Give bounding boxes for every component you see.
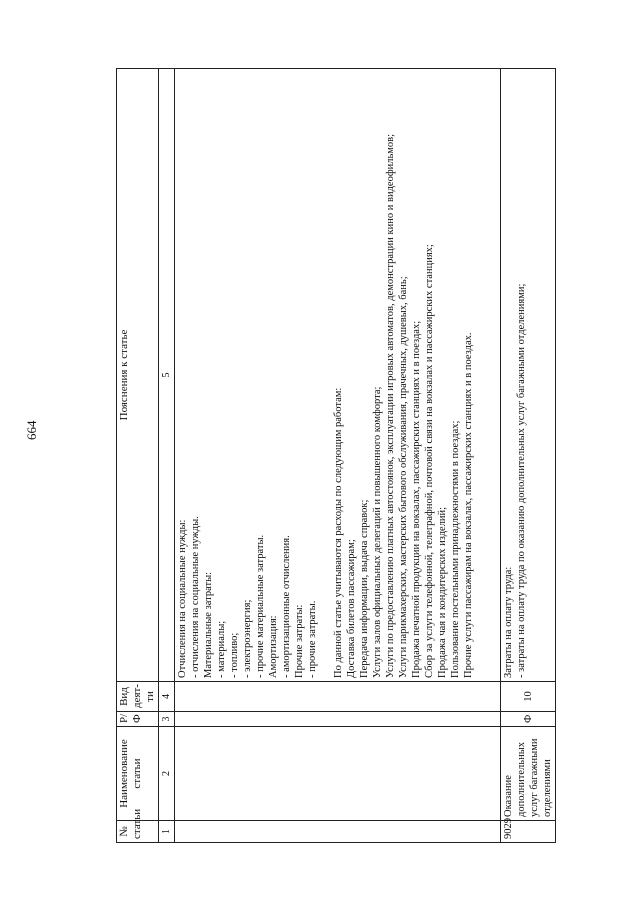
column-number: 4 — [159, 682, 175, 712]
cell-rf — [175, 712, 501, 727]
cell-article-name: Оказание дополнительных услуг багажными отделениями — [501, 727, 556, 821]
table-header-row — [117, 69, 159, 843]
cell-activity — [175, 682, 501, 712]
explanation-line: Затраты на оплату труда: — [503, 566, 514, 678]
explanation-line: Сбор за услуги телефонной, телеграфной, почтовой связи на вокзалах и пассажирских станциях; — [424, 244, 435, 678]
explanation-line: - прочие материальные затраты. — [255, 534, 266, 678]
explanation-line: Передача информации, выдача справок; — [359, 499, 370, 678]
explanation-line: Пользование постельными принадлежностями в поездах; — [450, 420, 461, 678]
column-number-row — [159, 69, 175, 843]
column-number: 1 — [159, 821, 175, 843]
explanation-line: - прочие затраты. — [307, 600, 318, 678]
table-row — [501, 69, 556, 843]
cell-rf: Ф — [501, 712, 556, 727]
explanation-line: Доставка билетов пассажирам; — [346, 539, 357, 678]
cell-article-name — [175, 727, 501, 821]
header-article-name: Наименование статьи — [117, 727, 159, 821]
cell-article-number — [175, 821, 501, 843]
header-explanation: Пояснения к статье — [117, 69, 159, 682]
explanation-line: Материальные затраты: — [203, 571, 214, 678]
spacer — [319, 72, 332, 678]
page-number: 664 — [24, 420, 39, 440]
explanation-line: Прочие затраты: — [294, 604, 305, 678]
explanation-line: - материалы; — [216, 620, 227, 678]
explanation-line: Прочие услуги пассажирам на вокзалах, пассажирских станциях и в поездах. — [463, 332, 474, 678]
explanation-line: - электроэнергия; — [242, 599, 253, 678]
explanation-line: Отчисления на социальные нужды: — [177, 519, 188, 678]
cell-explanation — [175, 69, 501, 682]
explanation-line: Амортизация: — [268, 615, 279, 678]
header-rf: Р/Ф — [117, 712, 159, 727]
explanation-line: Продажа печатной продукции на вокзалах, пассажирских станциях и в поездах; — [411, 320, 422, 678]
explanation-line: По данной статье учитываются расходы по следующим работам: — [333, 387, 344, 678]
explanation-line: Услуги залов официальных делегаций и повышенного комфорта; — [372, 386, 383, 678]
explanation-line: - топливо; — [229, 632, 240, 678]
column-number: 2 — [159, 727, 175, 821]
explanation-line: Продажа чая и кондитерских изделий; — [437, 506, 448, 678]
explanation-line: Услуги по предоставлению платных автостоянок, эксплуатации игровых автоматов, демонстрации кино и видеофильмов; — [385, 133, 396, 678]
cell-explanation — [501, 69, 556, 682]
cell-article-number: 9029 — [501, 821, 556, 843]
column-number: 5 — [159, 69, 175, 682]
cell-activity: 10 — [501, 682, 556, 712]
header-article-number: № статьи — [117, 821, 159, 843]
header-activity-type: Вид деят-ти — [117, 682, 159, 712]
explanation-line: Услуги парикмахерских, мастерских бытового обслуживания, прачечных, душевых, бань; — [398, 276, 409, 678]
explanation-line: - затраты на оплату труда по оказанию дополнительных услуг багажными отделениями; — [516, 283, 527, 678]
table-row — [175, 69, 501, 843]
articles-table — [116, 68, 556, 843]
column-number: 3 — [159, 712, 175, 727]
explanation-line: - отчисления на социальные нужды. — [190, 516, 201, 678]
explanation-line: - амортизационные отчисления. — [281, 535, 292, 678]
table-sheet — [116, 68, 553, 843]
